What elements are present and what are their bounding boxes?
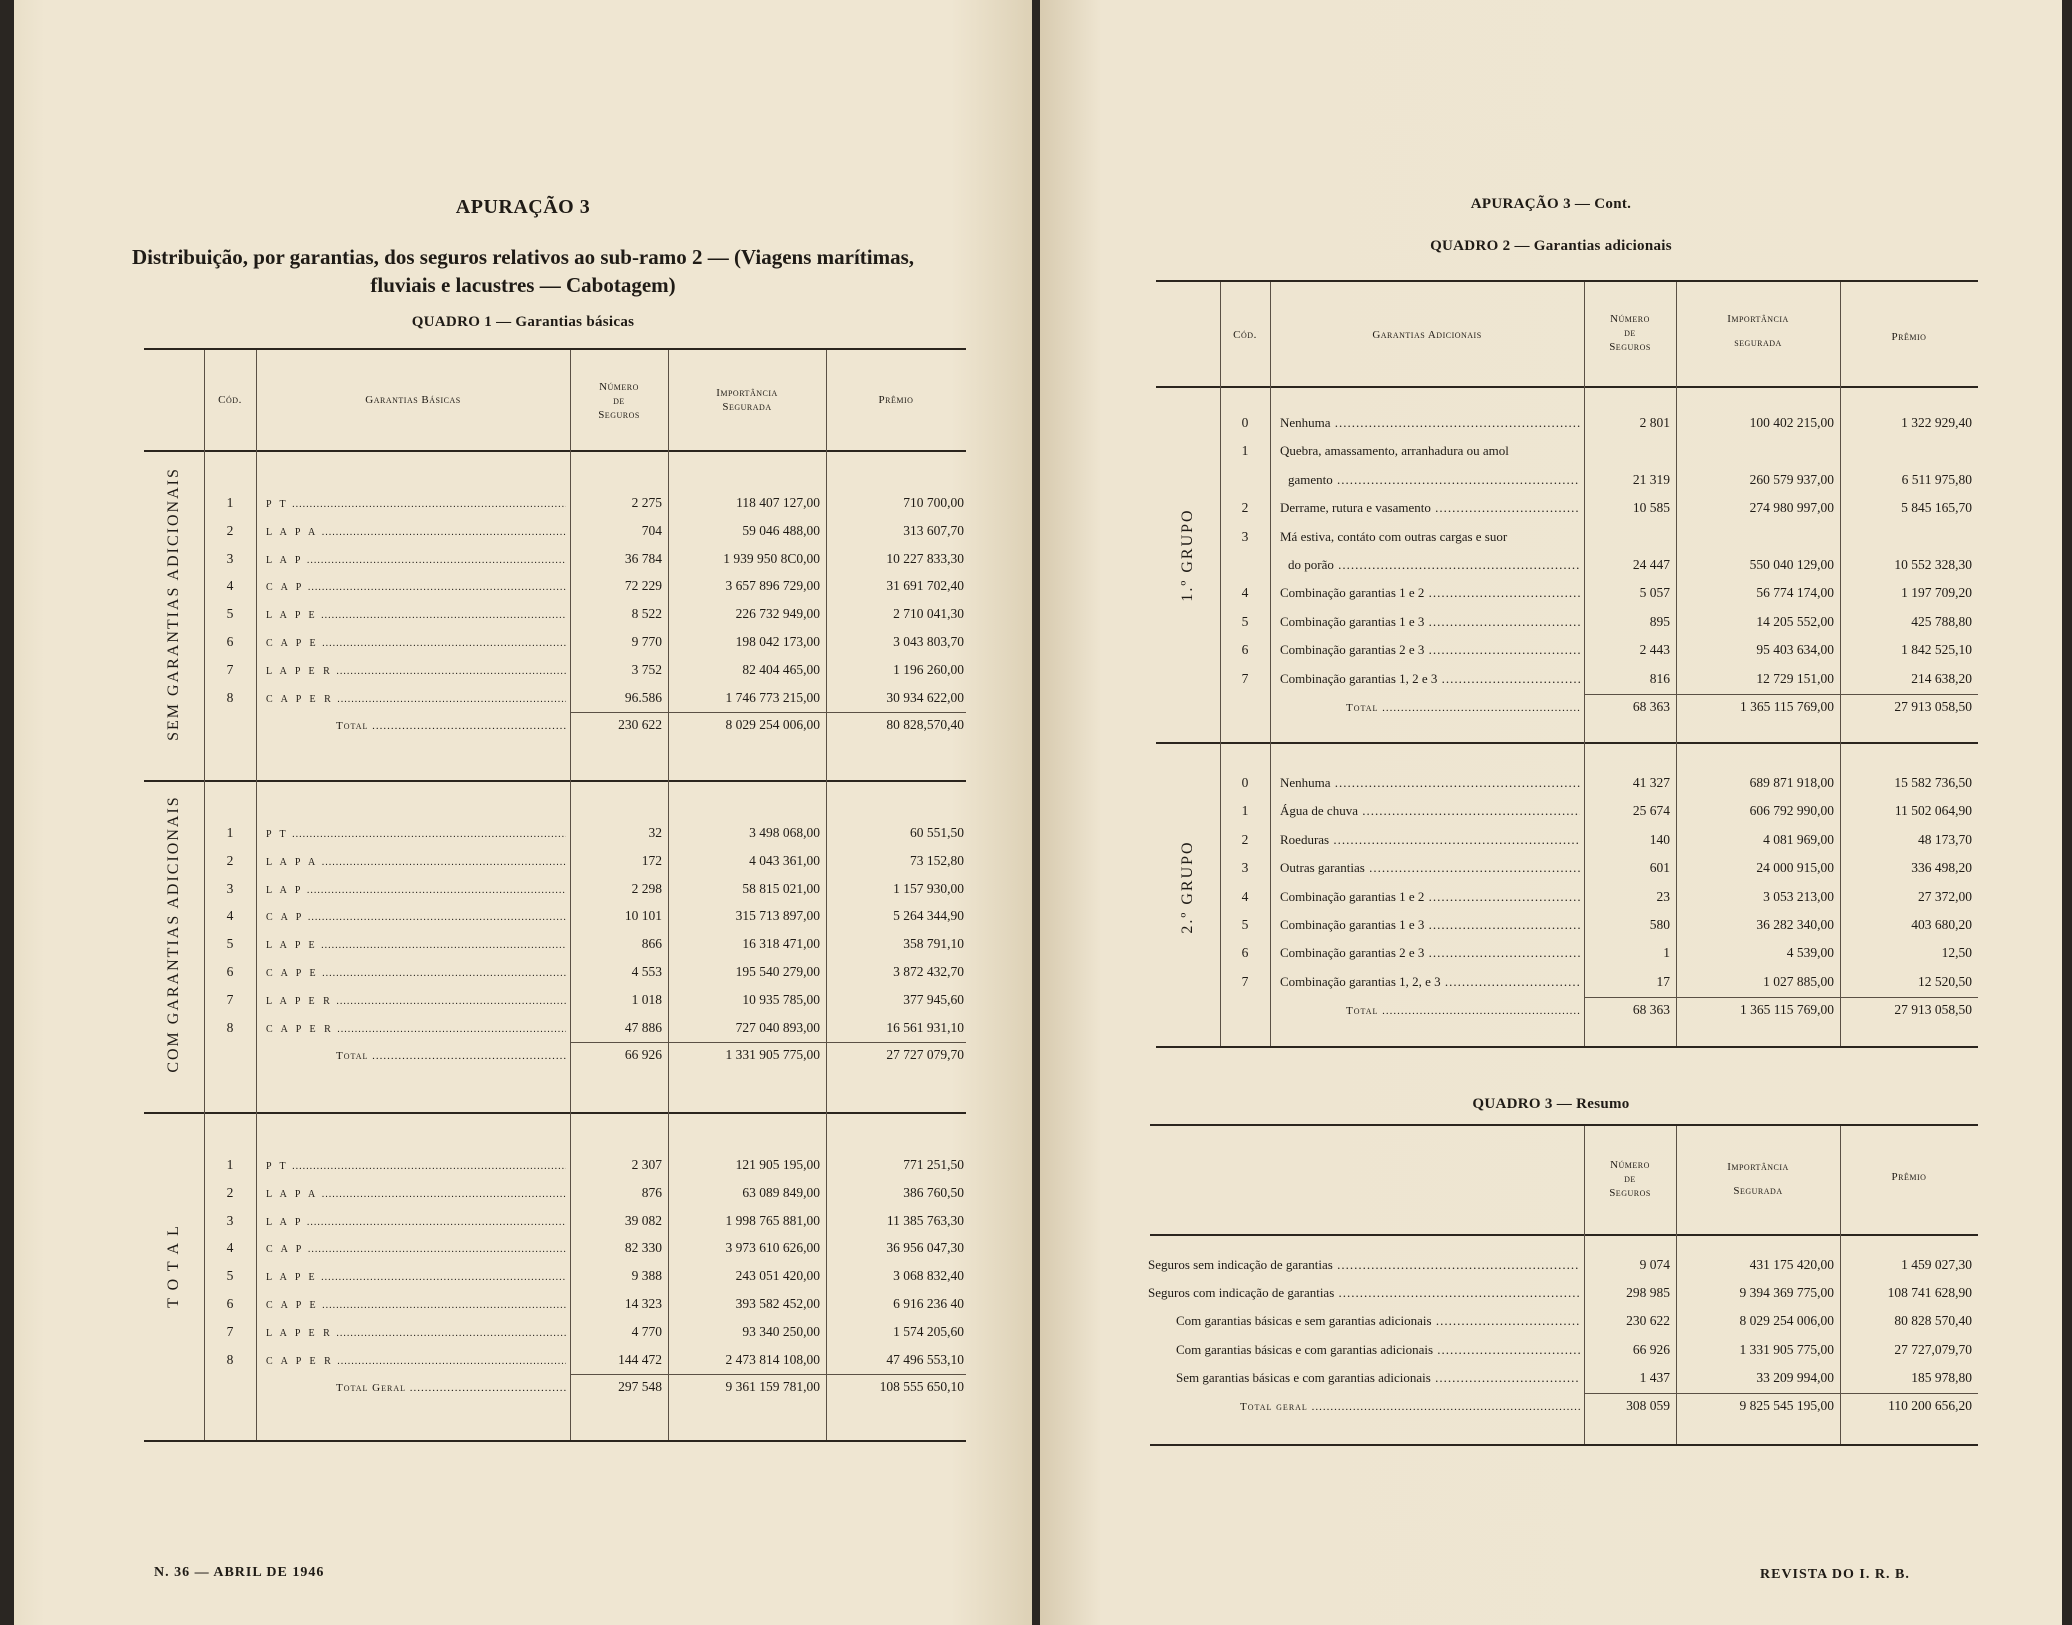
row-cod: 3 [226, 1212, 234, 1228]
row-importancia: 4 081 969,00 [1763, 831, 1834, 847]
row-numero: 3 752 [631, 661, 662, 677]
resumo-importancia: 9 394 369 775,00 [1739, 1285, 1834, 1301]
row-cod: 4 [226, 578, 234, 594]
row-numero: 704 [641, 522, 662, 538]
row-numero: 39 082 [624, 1212, 662, 1228]
page-footer: REVISTA DO I. R. B. [1760, 1567, 1910, 1582]
row-numero: 4 553 [631, 964, 662, 979]
header-numero: Número de Seguros [598, 381, 640, 421]
row-descricao: Combinação garantias 1 e 3 ..... [1280, 613, 1580, 631]
row-cod: 4 [1241, 888, 1249, 904]
row-cod: 4 [226, 908, 234, 924]
row-descricao: Combinação garantias 2 e 3 ..... [1280, 944, 1580, 962]
header-importancia: Importância Segurada [1727, 1161, 1789, 1197]
row-numero: 21 319 [1632, 471, 1670, 487]
total-rule [570, 712, 966, 713]
header-bottom-rule [1150, 1234, 1978, 1236]
row-numero: 172 [641, 852, 662, 868]
row-garantia: C A P ..... [266, 909, 566, 927]
total-premio: 108 555 650,10 [879, 1379, 964, 1395]
row-premio: 377 945,60 [903, 991, 964, 1007]
resumo-descricao: Com garantias básicas e sem garantias adicionais ..... [1176, 1312, 1580, 1330]
row-numero: 8 522 [631, 606, 662, 622]
row-garantia: P T ..... [266, 826, 566, 844]
header-premio: Prêmio [1891, 1171, 1927, 1183]
total-importancia: 1 365 115 769,00 [1740, 1002, 1834, 1018]
resumo-numero: 298 985 [1626, 1285, 1670, 1301]
header-garantias: Garantias Básicas [365, 394, 461, 406]
row-premio: 15 582 736,50 [1894, 775, 1972, 790]
row-garantia: L A P E ..... [266, 607, 566, 625]
row-cod: 3 [1241, 528, 1249, 544]
resumo-descricao: Sem garantias básicas e com garantias adicionais ..... [1176, 1369, 1580, 1387]
row-importancia: 100 402 215,00 [1749, 415, 1834, 430]
row-cod: 3 [226, 880, 234, 896]
row-premio: 403 680,20 [1911, 917, 1972, 932]
row-numero: 10 585 [1632, 500, 1670, 516]
resumo-importancia: 431 175 420,00 [1749, 1257, 1834, 1272]
quadro3-title: QUADRO 3 — Resumo [1472, 1096, 1630, 1112]
row-numero: 25 674 [1632, 803, 1670, 819]
row-premio: 771 251,50 [903, 1157, 964, 1172]
total-label: Total Geral ..... [336, 1379, 566, 1397]
row-numero: 1 [1663, 945, 1670, 961]
group-label: 2.º GRUPO [1179, 840, 1196, 934]
column-divider [1270, 282, 1271, 1046]
row-premio: 1 157 930,00 [893, 880, 964, 896]
resumo-importancia: 1 331 905 775,00 [1739, 1341, 1834, 1357]
row-descricao: Má estiva, contáto com outras cargas e suor [1280, 528, 1508, 544]
total-premio: 27 913 058,50 [1894, 1002, 1972, 1018]
row-premio: 313 607,70 [903, 522, 964, 538]
left-page [14, 0, 1032, 1625]
row-garantia: L A P A ..... [266, 1186, 566, 1204]
row-cod: 7 [226, 1323, 234, 1339]
header-premio: Prêmio [878, 394, 914, 406]
row-premio: 73 152,80 [910, 852, 964, 868]
row-importancia: 606 792 990,00 [1749, 803, 1834, 819]
row-premio: 11 502 064,90 [1894, 803, 1972, 819]
table-top-rule [1156, 280, 1978, 282]
row-premio: 386 760,50 [903, 1184, 964, 1200]
total-premio: 80 828,570,40 [886, 717, 964, 733]
row-garantia: C A P E ..... [266, 635, 566, 653]
row-premio: 2 710 041,30 [893, 606, 964, 622]
total-rule [1584, 694, 1978, 695]
row-premio: 27 372,00 [1918, 888, 1972, 904]
row-descricao: Nenhuma ..... [1280, 414, 1580, 432]
table-top-rule [1150, 1124, 1978, 1126]
row-premio: 710 700,00 [903, 495, 964, 510]
row-descricao: Água de chuva ..... [1280, 802, 1580, 820]
resumo-numero: 66 926 [1632, 1341, 1670, 1357]
resumo-numero: 1 437 [1639, 1369, 1670, 1385]
page-subtitle-line1: Distribuição, por garantias, dos seguros relativos ao sub-ramo 2 — (Viagens marítimas, [131, 245, 915, 269]
page-title: APURAÇÃO 3 — Cont. [1470, 196, 1632, 212]
table-bottom-rule [1150, 1444, 1978, 1446]
row-importancia: 226 732 949,00 [735, 606, 820, 622]
row-cod: 8 [226, 1019, 234, 1035]
row-descricao: do porão ..... [1288, 556, 1580, 574]
column-divider [256, 350, 257, 1440]
resumo-descricao: Seguros sem indicação de garantias ..... [1148, 1256, 1580, 1274]
row-cod: 7 [1241, 670, 1249, 686]
row-cod: 7 [226, 661, 234, 677]
resumo-importancia: 8 029 254 006,00 [1739, 1313, 1834, 1329]
row-importancia: 4 539,00 [1786, 945, 1834, 961]
row-importancia: 3 053 213,00 [1763, 888, 1834, 904]
header-bottom-rule [1156, 386, 1978, 388]
row-descricao: Quebra, amassamento, arranhadura ou amol [1280, 443, 1509, 459]
total-premio: 27 727 079,70 [886, 1047, 964, 1063]
row-importancia: 260 579 937,00 [1749, 471, 1834, 487]
row-premio: 3 043 803,70 [893, 634, 964, 649]
row-premio: 1 574 205,60 [893, 1323, 964, 1339]
row-cod: 2 [226, 522, 234, 538]
row-premio: 47 496 553,10 [886, 1351, 964, 1367]
row-descricao: Combinação garantias 1, 2 e 3 ..... [1280, 670, 1580, 688]
row-cod: 2 [226, 852, 234, 868]
resumo-premio: 108 741 628,90 [1887, 1285, 1972, 1301]
row-cod: 3 [1241, 860, 1249, 876]
resumo-descricao: Com garantias básicas e com garantias adicionais ..... [1176, 1341, 1580, 1359]
row-garantia: L A P E ..... [266, 1269, 566, 1287]
row-cod: 6 [226, 964, 234, 979]
row-importancia: 274 980 997,00 [1749, 500, 1834, 516]
page-title: APURAÇÃO 3 [455, 196, 591, 218]
row-premio: 3 068 832,40 [893, 1268, 964, 1284]
row-cod: 6 [226, 634, 234, 649]
row-descricao: Combinação garantias 2 e 3 ..... [1280, 641, 1580, 659]
row-descricao: Outras garantias ..... [1280, 859, 1580, 877]
header-bottom-rule [144, 450, 966, 452]
row-cod: 7 [1241, 973, 1249, 989]
row-premio: 16 561 931,10 [886, 1019, 964, 1035]
row-premio: 10 227 833,30 [886, 550, 964, 566]
row-premio: 12 520,50 [1918, 973, 1972, 989]
total-numero: 230 622 [618, 717, 662, 733]
row-importancia: 12 729 151,00 [1756, 670, 1834, 686]
header-cod: Cód. [1233, 329, 1257, 341]
total-numero: 66 926 [624, 1047, 662, 1063]
row-numero: 2 298 [631, 880, 662, 896]
section-label: T O T A L [165, 1224, 182, 1309]
total-numero: 68 363 [1632, 699, 1670, 714]
header-numero: Número de Seguros [1609, 1159, 1651, 1199]
row-importancia: 10 935 785,00 [742, 991, 820, 1007]
row-premio: 425 788,80 [1911, 613, 1972, 629]
row-premio: 6 916 236 40 [893, 1296, 964, 1311]
row-premio: 12,50 [1941, 945, 1972, 961]
row-cod: 5 [226, 606, 234, 622]
row-premio: 30 934 622,00 [886, 689, 964, 705]
row-numero: 17 [1656, 973, 1670, 989]
row-importancia: 4 043 361,00 [749, 852, 820, 868]
row-importancia: 56 774 174,00 [1756, 585, 1834, 601]
row-importancia: 121 905 195,00 [735, 1157, 820, 1172]
row-descricao: Combinação garantias 1 e 3 ..... [1280, 916, 1580, 934]
row-garantia: L A P A ..... [266, 854, 566, 872]
row-importancia: 14 205 552,00 [1756, 613, 1834, 629]
row-importancia: 243 051 420,00 [735, 1268, 820, 1284]
row-cod: 1 [226, 495, 234, 510]
row-garantia: C A P E ..... [266, 965, 566, 983]
row-premio: 1 197 709,20 [1901, 585, 1972, 601]
total-numero: 297 548 [618, 1379, 662, 1395]
header-importancia: Importância Segurada [716, 387, 778, 413]
row-importancia: 93 340 250,00 [742, 1323, 820, 1339]
row-descricao: Combinação garantias 1, 2, e 3 ..... [1280, 973, 1580, 991]
row-importancia: 195 540 279,00 [735, 964, 820, 979]
quadro2-title: QUADRO 2 — Garantias adicionais [1430, 238, 1672, 254]
row-premio: 60 551,50 [910, 825, 964, 840]
total-label: Total ..... [1346, 1002, 1580, 1020]
total-importancia: 1 331 905 775,00 [725, 1047, 820, 1063]
row-premio: 358 791,10 [903, 936, 964, 952]
row-cod: 5 [226, 936, 234, 952]
row-garantia: C A P E ..... [266, 1297, 566, 1315]
row-importancia: 2 473 814 108,00 [725, 1351, 820, 1367]
row-cod: 6 [1241, 945, 1249, 961]
total-importancia: 9 361 159 781,00 [725, 1379, 820, 1395]
row-cod: 8 [226, 1351, 234, 1367]
row-importancia: 36 282 340,00 [1756, 917, 1834, 932]
total-rule [1584, 1393, 1978, 1394]
row-cod: 1 [226, 825, 234, 840]
table-bottom-rule [144, 1440, 966, 1442]
row-cod: 2 [226, 1184, 234, 1200]
row-premio: 1 196 260,00 [893, 661, 964, 677]
row-numero: 2 801 [1639, 415, 1670, 430]
row-cod: 1 [1241, 803, 1249, 819]
row-importancia: 58 815 021,00 [742, 880, 820, 896]
row-importancia: 95 403 634,00 [1756, 642, 1834, 658]
total-rule [1584, 997, 1978, 998]
row-cod: 7 [226, 991, 234, 1007]
row-cod: 8 [226, 689, 234, 705]
row-premio: 1 842 525,10 [1901, 642, 1972, 658]
row-numero: 140 [1649, 831, 1670, 847]
section-label: SEM GARANTIAS ADICIONAIS [165, 467, 182, 742]
row-numero: 2 275 [631, 495, 662, 510]
row-garantia: C A P ..... [266, 1241, 566, 1259]
row-importancia: 1 746 773 215,00 [725, 689, 820, 705]
row-garantia: C A P E R ..... [266, 1021, 566, 1039]
total-rule [570, 1374, 966, 1375]
row-numero: 47 886 [624, 1019, 662, 1035]
header-cod: Cód. [218, 394, 242, 406]
row-importancia: 82 404 465,00 [742, 661, 820, 677]
row-garantia: L A P E R ..... [266, 1325, 566, 1343]
row-premio: 336 498,20 [1911, 860, 1972, 876]
total-importancia: 1 365 115 769,00 [1740, 699, 1834, 714]
header-garantias: Garantias Adicionais [1372, 329, 1482, 341]
row-numero: 9 770 [631, 634, 662, 649]
row-importancia: 1 998 765 881,00 [725, 1212, 820, 1228]
total-premio: 110 200 656,20 [1888, 1398, 1972, 1413]
row-premio: 6 511 975,80 [1901, 471, 1972, 487]
total-label: Total ..... [336, 1047, 566, 1065]
row-cod: 6 [1241, 642, 1249, 658]
total-numero: 308 059 [1626, 1398, 1670, 1413]
row-descricao: Combinação garantias 1 e 2 ..... [1280, 584, 1580, 602]
row-cod: 3 [226, 550, 234, 566]
resumo-premio: 185 978,80 [1911, 1369, 1972, 1385]
row-descricao: Derrame, rutura e vasamento ..... [1280, 499, 1580, 517]
row-importancia: 1 027 885,00 [1763, 973, 1834, 989]
row-numero: 895 [1649, 613, 1670, 629]
row-cod: 2 [1241, 831, 1249, 847]
group-rule [1156, 742, 1978, 744]
total-premio: 27 913 058,50 [1894, 699, 1972, 714]
row-numero: 1 018 [631, 991, 662, 1007]
row-premio: 214 638,20 [1911, 670, 1972, 686]
row-numero: 816 [1649, 670, 1670, 686]
row-numero: 14 323 [624, 1296, 662, 1311]
row-numero: 2 307 [631, 1157, 662, 1172]
row-cod: 1 [1241, 443, 1249, 459]
header-numero: Número de Seguros [1609, 313, 1651, 353]
row-importancia: 1 939 950 8C0,00 [723, 550, 820, 566]
total-label: Total geral ..... [1240, 1398, 1580, 1416]
section-label: COM GARANTIAS ADICIONAIS [165, 795, 182, 1073]
row-garantia: L A P E ..... [266, 937, 566, 955]
row-numero: 10 101 [624, 908, 662, 924]
row-importancia: 3 973 610 626,00 [725, 1240, 820, 1256]
row-cod: 5 [1241, 613, 1249, 629]
row-importancia: 118 407 127,00 [736, 495, 820, 510]
row-numero: 5 057 [1639, 585, 1670, 601]
row-garantia: C A P E R ..... [266, 1353, 566, 1371]
row-garantia: L A P ..... [266, 1214, 566, 1232]
total-rule [570, 1042, 966, 1043]
row-importancia: 59 046 488,00 [742, 522, 820, 538]
row-cod: 5 [226, 1268, 234, 1284]
row-importancia: 63 089 849,00 [742, 1184, 820, 1200]
row-numero: 23 [1656, 888, 1670, 904]
row-garantia: C A P E R ..... [266, 691, 566, 709]
row-numero: 876 [641, 1184, 662, 1200]
row-numero: 144 472 [618, 1351, 662, 1367]
row-importancia: 3 498 068,00 [749, 825, 820, 840]
row-cod: 6 [226, 1296, 234, 1311]
row-garantia: P T ..... [266, 496, 566, 514]
row-numero: 36 784 [624, 550, 662, 566]
row-numero: 32 [648, 825, 662, 840]
row-premio: 11 385 763,30 [886, 1212, 964, 1228]
total-label: Total ..... [336, 717, 566, 735]
section-rule [144, 780, 966, 782]
row-garantia: P T ..... [266, 1158, 566, 1176]
row-numero: 96.586 [624, 689, 662, 705]
row-descricao: Combinação garantias 1 e 2 ..... [1280, 888, 1580, 906]
row-numero: 82 330 [624, 1240, 662, 1256]
row-garantia: L A P A ..... [266, 524, 566, 542]
resumo-premio: 80 828 570,40 [1894, 1313, 1972, 1329]
resumo-numero: 9 074 [1639, 1257, 1670, 1272]
group-label: 1.º GRUPO [1179, 508, 1196, 602]
row-numero: 4 770 [631, 1323, 662, 1339]
row-cod: 4 [226, 1240, 234, 1256]
row-importancia: 315 713 897,00 [735, 908, 820, 924]
row-garantia: C A P ..... [266, 579, 566, 597]
row-numero: 601 [1649, 860, 1670, 876]
table-bottom-rule [1156, 1046, 1978, 1048]
row-numero: 72 229 [624, 578, 662, 594]
right-page [1040, 0, 2062, 1625]
row-numero: 580 [1649, 917, 1670, 932]
table-top-rule [144, 348, 966, 350]
row-importancia: 550 040 129,00 [1749, 557, 1834, 572]
total-importancia: 8 029 254 006,00 [725, 717, 820, 733]
row-importancia: 689 871 918,00 [1749, 775, 1834, 790]
row-premio: 5 264 344,90 [893, 908, 964, 924]
total-numero: 68 363 [1632, 1002, 1670, 1018]
row-descricao: Nenhuma ..... [1280, 774, 1580, 792]
row-garantia: L A P E R ..... [266, 663, 566, 681]
page-footer: N. 36 — ABRIL DE 1946 [154, 1565, 325, 1580]
row-importancia: 198 042 173,00 [735, 634, 820, 649]
row-descricao: Roeduras ..... [1280, 831, 1580, 849]
row-cod: 2 [1241, 500, 1249, 516]
page-subtitle-line2: fluviais e lacustres — Cabotagem) [370, 273, 676, 297]
resumo-premio: 27 727,079,70 [1894, 1341, 1972, 1357]
row-numero: 9 388 [631, 1268, 662, 1284]
row-numero: 41 327 [1632, 775, 1670, 790]
header-premio: Prêmio [1891, 331, 1927, 343]
resumo-descricao: Seguros com indicação de garantias ..... [1148, 1284, 1580, 1302]
row-numero: 866 [641, 936, 662, 952]
row-cod: 5 [1241, 917, 1249, 932]
row-cod: 0 [1241, 775, 1249, 790]
row-importancia: 24 000 915,00 [1756, 860, 1834, 876]
row-importancia: 393 582 452,00 [735, 1296, 820, 1311]
row-garantia: L A P ..... [266, 552, 566, 570]
row-numero: 24 447 [1632, 557, 1670, 572]
section-rule [144, 1112, 966, 1114]
resumo-numero: 230 622 [1626, 1313, 1670, 1329]
row-cod: 1 [226, 1157, 234, 1172]
row-premio: 1 322 929,40 [1901, 415, 1972, 430]
row-premio: 36 956 047,30 [886, 1240, 964, 1256]
quadro1-title: QUADRO 1 — Garantias básicas [411, 314, 635, 330]
row-premio: 3 872 432,70 [893, 964, 964, 979]
row-importancia: 727 040 893,00 [735, 1019, 820, 1035]
row-descricao: gamento ..... [1288, 471, 1580, 489]
row-premio: 5 845 165,70 [1901, 500, 1972, 516]
row-garantia: L A P ..... [266, 882, 566, 900]
row-importancia: 3 657 896 729,00 [725, 578, 820, 594]
row-premio: 31 691 702,40 [886, 578, 964, 594]
row-premio: 10 552 328,30 [1894, 557, 1972, 572]
row-cod: 4 [1241, 585, 1249, 601]
total-importancia: 9 825 545 195,00 [1739, 1398, 1834, 1413]
header-importancia: Importância segurada [1727, 313, 1789, 349]
total-label: Total ..... [1346, 699, 1580, 717]
resumo-importancia: 33 209 994,00 [1756, 1369, 1834, 1385]
row-numero: 2 443 [1639, 642, 1670, 658]
resumo-premio: 1 459 027,30 [1901, 1257, 1972, 1272]
row-cod: 0 [1241, 415, 1249, 430]
row-garantia: L A P E R ..... [266, 993, 566, 1011]
row-importancia: 16 318 471,00 [742, 936, 820, 952]
row-premio: 48 173,70 [1918, 831, 1972, 847]
